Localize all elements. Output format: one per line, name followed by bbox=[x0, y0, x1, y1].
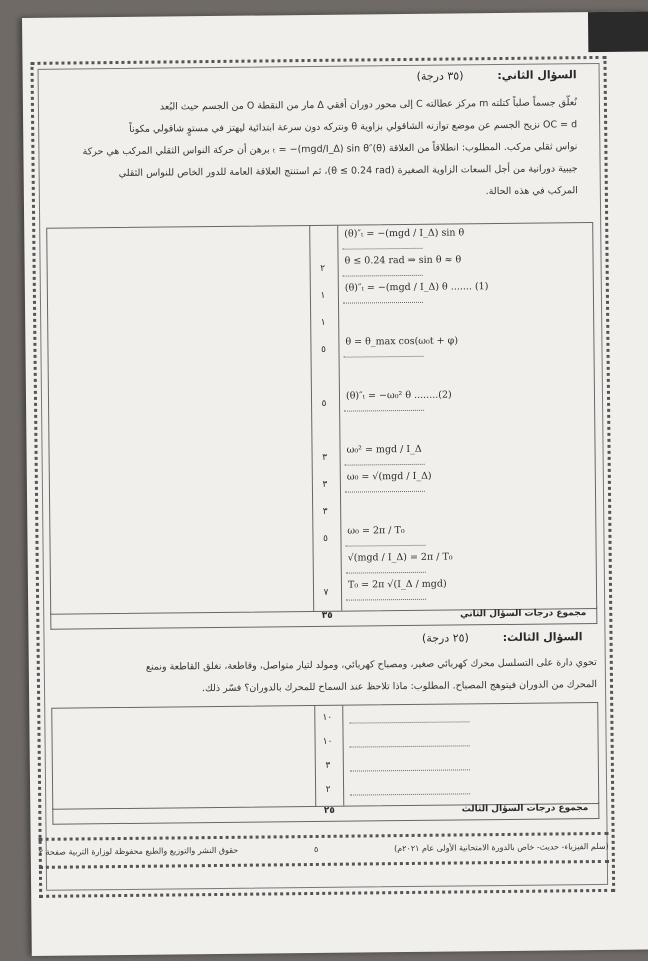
q3-total-value: ٢٥ bbox=[315, 806, 343, 816]
q3-line-2: المحرك من الدوران فيتوهج المصباح. المطلوب: ماذا تلاحظ عند السماح للمحرك بالدوران؟ فسّر ذلك. bbox=[52, 674, 597, 702]
q3-heading bbox=[422, 630, 583, 645]
q2-statement bbox=[57, 92, 578, 207]
solution-mark: ٥ bbox=[313, 399, 335, 409]
q3-mark: ١٠ bbox=[317, 737, 339, 747]
solution-equation: ω₀ = 2π / T₀ bbox=[347, 525, 404, 537]
solution-equation: (θ)″ₜ = −(mgd / I_Δ) sin θ bbox=[344, 227, 464, 239]
background-corner bbox=[588, 11, 648, 52]
q2-title: السؤال الثاني: bbox=[497, 68, 576, 82]
q2-line-4: جيبية دورانية من أجل السعات الزاوية الصغيرة (θ ≤ 0.24 rad)، ثم استنتج العلاقة العامة للدور الخاص للنواس الثقلي bbox=[58, 158, 578, 185]
q3-mark: ٣ bbox=[317, 761, 339, 771]
solution-mark: ٣ bbox=[314, 480, 336, 490]
footer-left-text: حقوق النشر والتوزيع والطبع محفوظة لوزارة التربية صفحة ٢ bbox=[39, 846, 239, 857]
solution-equation: √(mgd / I_Δ) = 2π / T₀ bbox=[348, 552, 453, 564]
solution-equation: (θ)″ₜ = −(mgd / I_Δ) θ ....... (1) bbox=[345, 281, 489, 294]
q3-marks: (٢٥ درجة) bbox=[422, 631, 469, 644]
solution-mark: ٥ bbox=[312, 345, 334, 355]
q3-mark: ١٠ bbox=[316, 713, 338, 723]
q2-line-2: OC = d نزيح الجسم عن موضع توازنه الشاقولي بزاوية θ ونتركه دون سرعة ابتدائية ليهتز في مستوٍ شاقولي مكوناً bbox=[57, 114, 577, 141]
q3-mark: ٢ bbox=[317, 785, 339, 795]
solution-mark: ٧ bbox=[315, 588, 337, 598]
solution-mark: ٣ bbox=[314, 453, 336, 463]
q2-heading bbox=[417, 68, 577, 83]
solution-mark: ١ bbox=[312, 291, 334, 301]
solution-equation: T₀ = 2π √(I_Δ / mgd) bbox=[348, 579, 447, 591]
solution-equation: ω₀ = √(mgd / I_Δ) bbox=[347, 471, 432, 483]
solution-equation: ω₀² = mgd / I_Δ bbox=[346, 444, 421, 456]
solution-equation: θ ≤ 0.24 rad ⇒ sin θ ≈ θ bbox=[345, 254, 462, 266]
q2-marks: (٣٥ درجة) bbox=[417, 69, 464, 82]
q3-title: السؤال الثالث: bbox=[503, 630, 583, 644]
q3-solution-rows bbox=[22, 11, 648, 18]
footer-page-number: ٥ bbox=[314, 845, 318, 854]
q2-solution-rows bbox=[22, 11, 648, 18]
solution-mark: ١ bbox=[312, 318, 334, 328]
solution-equation: θ = θ_max cos(ω₀t + φ) bbox=[345, 335, 458, 347]
solution-mark: ٢ bbox=[312, 264, 334, 274]
solution-mark: ٥ bbox=[314, 534, 336, 544]
solution-equation: (θ)″ₜ = −ω₀² θ ........(2) bbox=[346, 390, 452, 402]
q2-line-5: المركب في هذه الحالة. bbox=[58, 180, 578, 207]
solution-mark: ٣ bbox=[314, 507, 336, 517]
q3-statement bbox=[52, 652, 597, 702]
footer-right-text: (سلم الفيزياء- حديث- خاص بالدورة الامتحانية الأولى عام ٢٠٢١م) bbox=[394, 842, 609, 853]
q2-line-3: نواس ثقلي مركب. المطلوب: انطلاقاً من العلاقة (θ)″ₜ = −(mgd/I_Δ) sin θ برهن أن حركة النواس الثقلي المركب هي حركة bbox=[57, 136, 577, 163]
exam-page bbox=[22, 11, 648, 956]
q2-line-1: نُعلّق جسماً صلباً كتلته m مركز عطالته C إلى محور دوران أفقي Δ مار من النقطة O من الجسم حيث البُعد bbox=[57, 92, 577, 119]
q3-line-1: تحوي دارة على التسلسل محرك كهربائي صغير، ومصباح كهربائي، ومولد لتيار متواصل، وقاطعة، نغلق القاطعة ونمنع bbox=[52, 652, 597, 680]
q3-total-label: مجموع درجات السؤال الثالث bbox=[462, 803, 589, 814]
q2-total-value: ٣٥ bbox=[313, 611, 341, 621]
q2-solution-table bbox=[46, 222, 597, 615]
q2-total-label: مجموع درجات السؤال الثاني bbox=[460, 608, 586, 619]
